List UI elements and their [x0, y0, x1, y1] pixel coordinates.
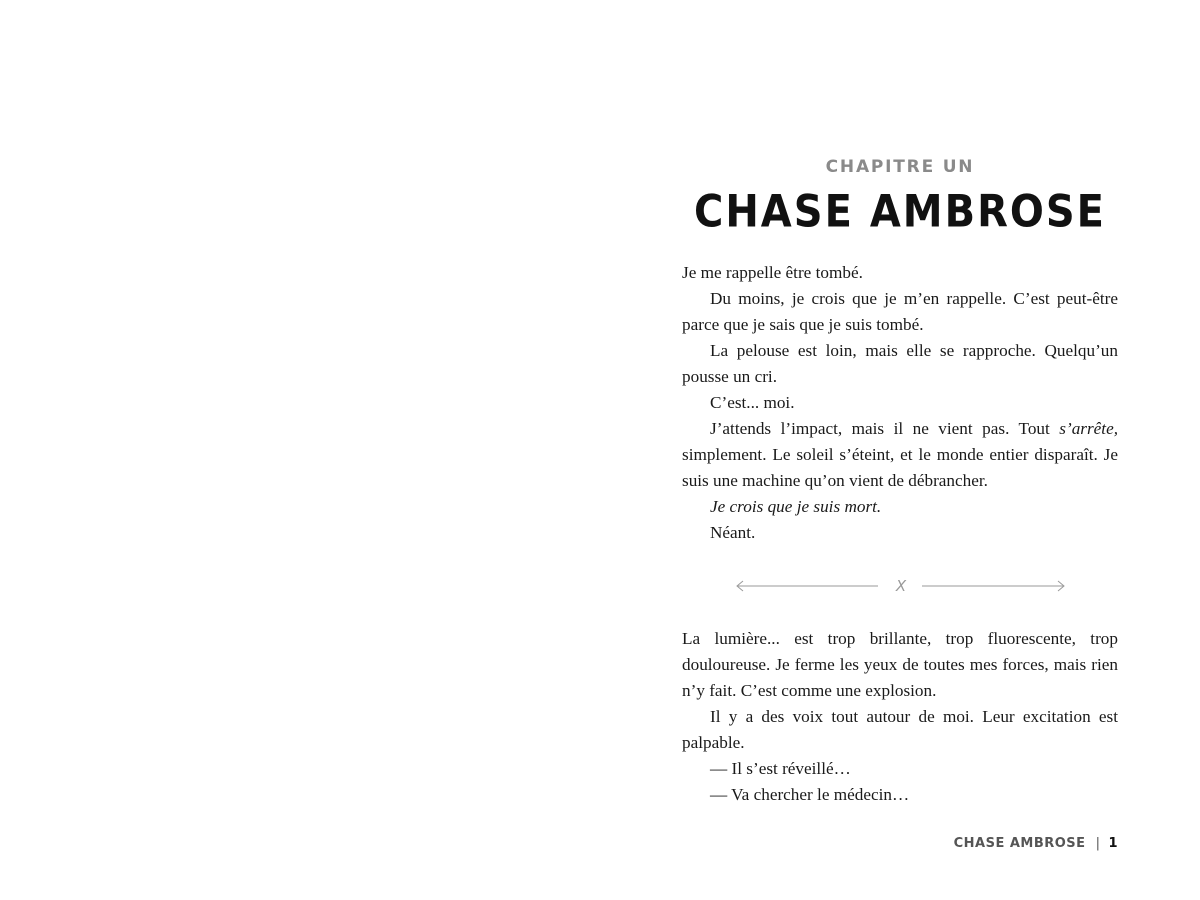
paragraph-text: J’attends l’impact, mais il ne vient pas. Tout: [710, 419, 1060, 438]
chapter-title: CHASE AMBROSE: [693, 186, 1107, 238]
right-arrow-icon: [922, 581, 1064, 591]
paragraph: Il y a des voix tout autour de moi. Leur excitation est palpable.: [682, 707, 1118, 752]
section-2-text: [682, 626, 1118, 808]
chapter-label: CHAPITRE UN: [825, 157, 975, 177]
divider-mark: X: [895, 577, 907, 595]
left-arrow-icon: [737, 581, 878, 591]
right-page: [600, 0, 1200, 900]
paragraph: Du moins, je crois que je m’en rappelle. C’est peut-être parce que je sais que je suis tombé.: [682, 289, 1118, 334]
section-divider: [736, 574, 1066, 598]
paragraph: La lumière... est trop brillante, trop fluorescente, trop douloureuse. Je ferme les yeux de toutes mes forces, mais rien n’y fait. C’est comme une explosion.: [682, 629, 1118, 700]
paragraph: [682, 416, 1118, 494]
footer-separator: |: [1095, 836, 1101, 851]
paragraph: C’est... moi.: [710, 393, 795, 412]
running-title: CHASE AMBROSE: [953, 836, 1086, 851]
section-1-text: [682, 260, 1118, 546]
italic-thought: Je crois que je suis mort.: [710, 497, 882, 516]
italic-emphasis: s’arrête,: [1059, 419, 1118, 438]
dialogue-line: — Il s’est réveillé…: [710, 759, 851, 778]
paragraph: La pelouse est loin, mais elle se rapproche. Quelqu’un pousse un cri.: [682, 341, 1118, 386]
page-footer: [954, 836, 1118, 851]
italic-paragraph: [682, 494, 1118, 520]
paragraph-text: simplement. Le soleil s’éteint, et le monde entier disparaît. Je suis une machine qu’on vient de débrancher.: [682, 445, 1118, 490]
paragraph: Néant.: [710, 523, 756, 542]
paragraph: Je me rappelle être tombé.: [682, 263, 863, 282]
dialogue-line: — Va chercher le médecin…: [710, 785, 910, 804]
page-number: 1: [1108, 836, 1118, 851]
